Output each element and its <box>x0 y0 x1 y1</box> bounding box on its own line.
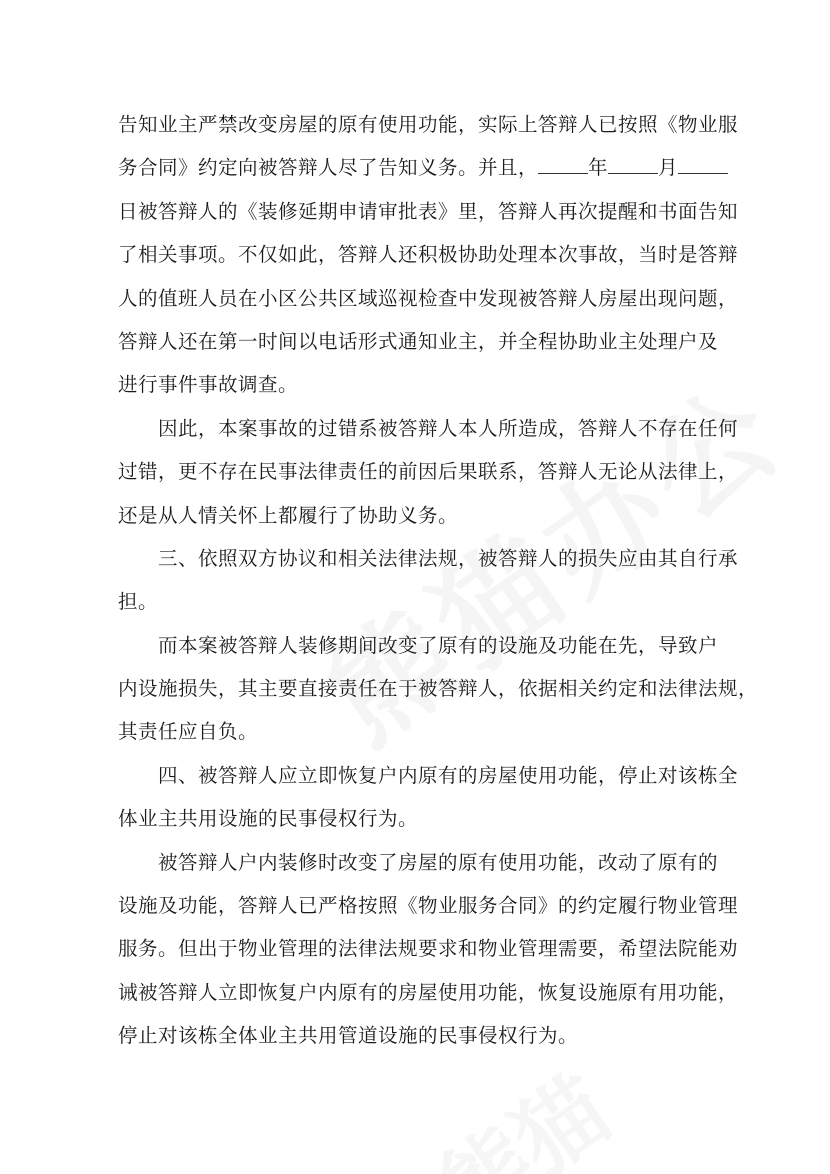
section-heading-three <box>118 537 739 624</box>
text-line: 告知业主严禁改变房屋的原有使用功能，实际上答辩人已按照《物业服 <box>118 113 739 136</box>
text-line: 人的值班人员在小区公共区域巡视检查中发现被答辩人房屋出现问题， <box>118 286 739 310</box>
text-line: 进行事件事故调查。 <box>118 373 299 397</box>
text-line: 被答辩人户内装修时改变了房屋的原有使用功能，改动了原有的 <box>158 850 719 874</box>
text-line: 了相关事项。不仅如此，答辩人还积极协助处理本次事故，当时是答辩 <box>118 243 739 267</box>
text-line: 而本案被答辩人装修期间改变了原有的设施及功能在先，导致户 <box>158 633 719 657</box>
text-line: 过错，更不存在民事法律责任的前因后果联系，答辩人无论从法律上， <box>118 460 739 484</box>
watermark-secondary <box>409 1040 631 1174</box>
text-line: 四、被答辩人应立即恢复户内原有的房屋使用功能，停止对该栋全 <box>158 763 739 787</box>
date-year-label: 年 <box>588 156 609 180</box>
paragraph-conclusion <box>118 407 739 537</box>
text-line: 因此，本案事故的过错系被答辩人本人所造成，答辩人不存在任何 <box>158 416 739 440</box>
paragraph-liability <box>118 624 759 754</box>
document-body <box>118 103 759 1058</box>
text-line: 日被答辩人的《装修延期申请审批表》里，答辩人再次提醒和书面告知 <box>118 199 739 223</box>
text-line: 服务。但出于物业管理的法律法规要求和物业管理需要，希望法院能劝 <box>118 937 739 961</box>
text-line: 担。 <box>118 590 159 614</box>
text-line-with-date <box>118 146 718 189</box>
text-line: 设施及功能，答辩人已严格按照《物业服务合同》的约定履行物业管理 <box>118 894 739 918</box>
date-month-label: 月 <box>658 156 679 180</box>
text-line: 其责任应自负。 <box>118 720 259 744</box>
paragraph-restore-request <box>118 841 739 1058</box>
paragraph-notice-duty <box>118 103 739 407</box>
blank-month <box>608 157 658 174</box>
text-line: 还是从人情关怀上都履行了协助义务。 <box>118 503 459 527</box>
text-line: 体业主共用设施的民事侵权行为。 <box>118 807 419 831</box>
section-heading-four <box>118 754 739 841</box>
blank-year <box>538 157 588 174</box>
text-line: 停止对该栋全体业主共用管道设施的民事侵权行为。 <box>118 1024 579 1048</box>
text-line: 三、依照双方协议和相关法律法规，被答辩人的损失应由其自行承 <box>158 546 739 570</box>
text-line: 诫被答辩人立即恢复户内原有的房屋使用功能，恢复设施原有用功能， <box>118 980 739 1004</box>
blank-day <box>678 157 728 174</box>
text-line: 答辩人还在第一时间以电话形式通知业主，并全程协助业主处理户及 <box>118 329 719 353</box>
text-segment: 务合同》约定向被答辩人尽了告知义务。并且， <box>118 156 539 180</box>
text-line: 内设施损失，其主要直接责任在于被答辩人，依据相关约定和法律法规， <box>118 677 759 701</box>
